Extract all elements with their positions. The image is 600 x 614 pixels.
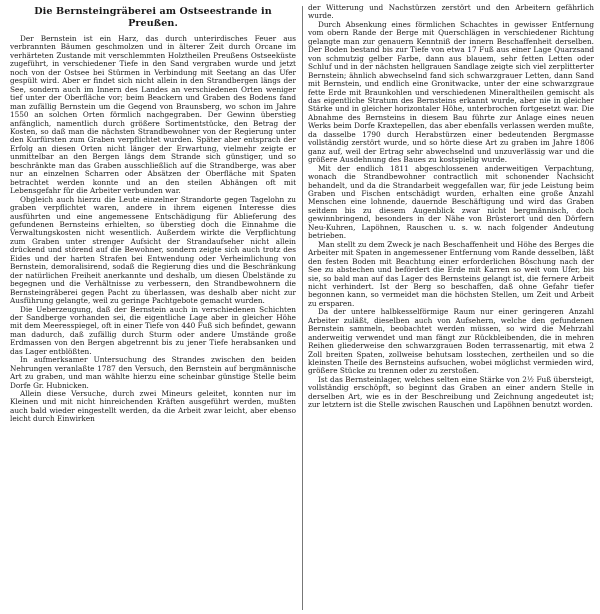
paragraph: Durch Absenkung eines förmlichen Schachtes in gewisser Entfernung vom obern Rande der Berge mit Querschlägen in verschiedener Richtung gelangte man zur genauern Kenntniß der innern Beschaffenheit derselben. Der Boden bestand bis zur Tiefe von etwa 17 Fuß aus einer Lage Quarzsand von schmutzig gelber Farbe, dann aus blauem, sehr fetten Letten oder Schluf und in der nächsten hellgrauen Sandlage zeigte sich viel zerplitterter Bernstein; ähnlich abwechselnd fand sich schwarzgrauer Letten, dann Sand mit Bernstein, und endlich eine Gronitwacke, unter der eine schwarzgraue fette Erde mit Braunkohlen und verschiedenen Mineraltheilen gemischt als das eigentliche Stratum des Bernsteins erkannt wurde, aber nie in gleicher Stärke und in gleicher horizontaler Höhe, unterbrochen fortgesetzt war. Die Abnahme des Bernsteins in diesem Bau führte zur Anlage eines neuen Werks beim Dorfe Kraxtepellen, das aber ebenfalls verlassen werden mußte, da dasselbe 1790 durch Herabstürzen einer bedeutenden Bergmasse vollständig zerstört wurde, und so hörte diese Art zu graben im Jahre 1806 ganz auf, weil der Ertrag sehr abwechselnd und unzuverlässig war und die größere Ausdehnung des Baues zu kostspielig wurde.: [308, 19, 594, 165]
paragraph-continued: der Witterung und Nachstürzen zerstört und den Arbeitern gefährlich wurde.: [308, 4, 594, 21]
paragraph: Die Ueberzeugung, daß der Bernstein auch in verschiedenen Schichten der Sandberge vorhanden sei, die eigentliche Lage aber in gleicher Höhe mit dem Meeresspiegel, oft in einer Tiefe von 440 Fuß sich befindet, gewann man dadurch, daß zufällig durch Sturm oder andere Umstände große Erdmassen von den Bergen abgetrennt bis zu jener Tiefe herabsanken und das Lager entblößten.: [10, 304, 296, 356]
paragraph: Man stellt zu dem Zweck je nach Beschaffenheit und Höhe des Berges die Arbeiter mit Spaten in angemessener Entfernung vom Rande desselben, läßt den festen Boden mit Beachtung einer erforderlichen Böschung nach der See zu abstechen und befördert die Erde mit Karren so weit vom Ufer, bis sie, so bald man auf das Lager des Bernsteins gelangt ist, die fernere Arbeit nicht verhindert. Ist der Berg so beschaffen, daß ohne Gefahr tiefer begonnen kann, so vermeidet man die höchsten Stellen, um Zeit und Arbeit zu ersparen.: [308, 239, 594, 308]
left-column: [10, 4, 296, 612]
paragraph: Da der untere halbkesselförmige Raum nur einer geringeren Anzahl Arbeiter zuläßt, dieselben auch von Aufsehern, welche den gefundenen Bernstein sammeln, beobachtet werden müssen, so wird die Mehrzahl anderweitig verwendet und man fängt zur Rückbleibenden, die in mehren Reihen gliederweise den schwarzgrauen Boden terrassenartig, mit etwa 2 Zoll breiten Spaten, zollweise behutsam losstechen, zertheilen und so die kleinsten Theile des Bernsteins aufsuchen, wobei möglichst vermieden wird, größere Stücke zu trennen oder zu zerstoßen.: [308, 307, 594, 376]
paragraph: Mit der endlich 1811 abgeschlossenen anderweitigen Verpachtung, wonach die Strandbewohner contractlich mit schonender Nachsicht behandelt, und da die Strandarbeit weggefallen war, für jede Leistung beim Graben und Fischen entschädigt wurden, erhalten eine große Anzahl Menschen eine lohnende, dauernde Beschäftigung und wird das Graben seitdem bis zu diesem Augenblick zwar nicht bergmännisch, doch gewinnbringend, besonders in der Nähe von Brüsterort und den Dörfern Neu-Kuhren, Lapöhnen, Rauschen u. s. w. nach folgender Andeutung betrieben.: [308, 163, 594, 241]
column-divider: [302, 6, 303, 610]
right-column: [308, 4, 594, 612]
paragraph: Obgleich auch hierzu die Leute einzelner Strandorte gegen Tagelohn zu graben verpflichtet waren, andere in ihrem eigenen Interesse dies ausführten und eine angemessene Entschädigung für Ablieferung des gefundenen Bernsteins erhielten, so überstieg doch die Einnahme die Verwaltungskosten nicht wesentlich. Außerdem wirkte die Verpflichtung zum Graben unter strenger Aufsicht der Strandaufseher nicht allein drückend und störend auf die Bewohner, sondern zeigte sich auch trotz des Eides und der harten Strafen bei Entwendung oder Verheimlichung von Bernstein, demoralisirend, sodaß die Regierung dies und die Beschränkung der natürlichen Freiheit anerkannte und deshalb, um diesen Übelstände zu begegnen und die Verhältnisse zu verbessern, den Strandbewohnern die Bernsteingräberei gegen Pacht zu überlassen, was deshalb aber nicht zur Ausführung gelangte, weil zu geringe Pachtgebote gemacht wurden.: [10, 194, 296, 306]
article-title: Die Bernsteingräberei am Ostseestrande in Preußen.: [34, 6, 272, 29]
paragraph: Der Bernstein ist ein Harz, das durch unterirdisches Feuer aus verbrannten Bäumen geschmolzen und in älterer Zeit durch Orcane im verhärteten Zustande mit verschlemmten Holztheilen Preußens Ostseeküste zugeführt, in verschiedener Tiefe in den Sand vergraben wurde und jetzt noch von der Ostsee bei Stürmen in Verbindung mit Seetang an das Ufer gespült wird. Aber er findet sich nicht allein in den Strandbergen längs der See, sondern auch im Innern des Landes an verschiedenen Orten weniger tief unter der Oberfläche vor; beim Beackern und Graben des Bodens fand man zufällig Bernstein um die Gegend von Braunsberg, wo schon im Jahre 1550 an solchen Orten förmlich nachgegraben. Der Gewinn überstieg anfänglich, namentlich durch größere Sortimentstücke, den Betrag der Kosten, so daß man die nächsten Strandbewohner von der Regierung unter den Kurfürsten zum Graben verpflichtet wurden. Später aber entsprach der Erfolg an diesen Orten nicht länger der Erwartung, vielmehr zeigte er unmittelbar an den Bergen längs dem Strande sich günstiger, und so beschränkte man das Graben ausschließlich auf die Strandberge, was aber nur an einzelnen Scharren oder Absätzen der Oberfläche mit Spaten betrachtet werden konnte und an den steilen Abhängen oft mit Lebensgefahr für die Arbeiter verbunden war.: [10, 34, 296, 196]
paragraph: Ist das Bernsteinlager, welches selten eine Stärke von 2½ Fuß übersteigt, vollständig erschöpft, so beginnt das Graben an einer andern Stelle in derselben Art, wie es in der Beschreibung und Zeichnung angedeutet ist; zur letztern ist die Stelle zwischen Rauschen und Lapöhnen benutzt worden.: [308, 374, 594, 410]
paragraph: Allein diese Versuche, durch zwei Mineurs geleitet, konnten nur im Kleinen und mit nicht hinreichenden Kräften ausgeführt werden, mußten auch bald wieder eingestellt werden, da die Arbeit zwar leicht, aber ebenso leicht durch Einwirken: [10, 389, 296, 424]
paragraph: In aufmerksamer Untersuchung des Strandes zwischen den beiden Nehrungen veranlaßte 1787 den Versuch, den Bernstein auf bergmännische Art zu graben, und man wählte hierzu eine scheinbar günstige Stelle beim Dorfe Gr. Hubnicken.: [10, 355, 296, 390]
